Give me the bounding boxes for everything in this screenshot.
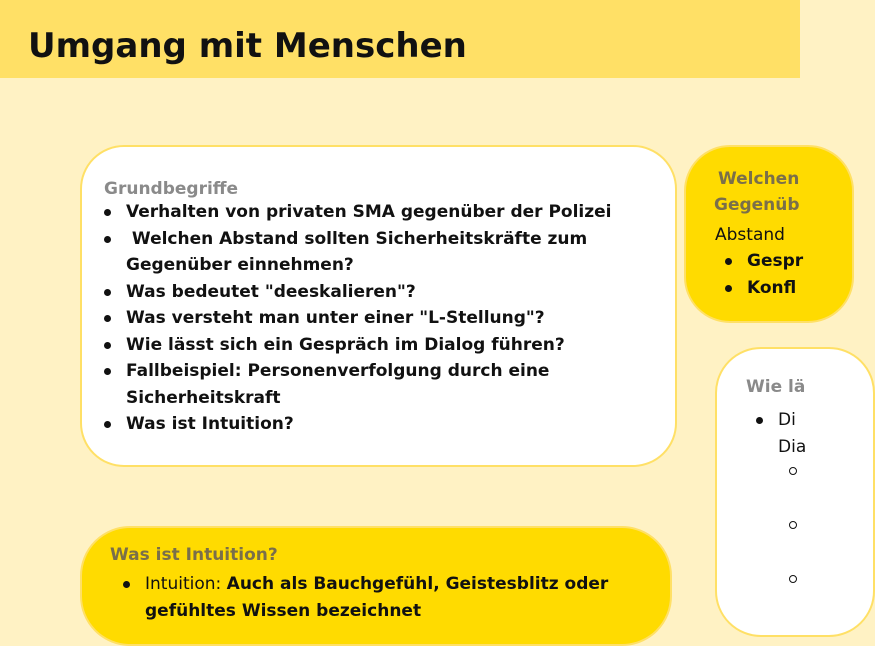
abstand-card	[684, 145, 854, 323]
sub-bullet-icon	[789, 467, 797, 475]
list-item: Wie lässt sich ein Gespräch im Dialog führen?	[101, 332, 612, 359]
bullet-icon	[104, 315, 111, 322]
abstand-heading-line2: Gegenüb	[714, 195, 800, 215]
list-item: Was versteht man unter einer "L-Stellung"?	[101, 305, 612, 332]
bullet-icon	[725, 258, 732, 265]
grundbegriffe-heading: Grundbegriffe	[104, 179, 239, 199]
sub-bullet-icon	[789, 575, 797, 583]
header-bar	[0, 0, 800, 78]
dialog-card	[715, 347, 875, 637]
grundbegriffe-card	[80, 145, 677, 467]
list-item: Gespr	[722, 248, 803, 275]
list-item: Welchen Abstand sollten Sicherheitskräfte zum	[101, 226, 612, 253]
list-item: Verhalten von privaten SMA gegenüber der Polizei	[101, 199, 612, 226]
list-item: Di	[753, 407, 806, 434]
bullet-icon	[104, 209, 111, 216]
list-item: Konfl	[722, 275, 803, 302]
bullet-icon	[104, 289, 111, 296]
sub-bullet-icon	[789, 521, 797, 529]
bullet-icon	[725, 285, 732, 292]
list-item-continuation: Sicherheitskraft	[126, 387, 281, 408]
list-item-continuation: Dia	[778, 436, 807, 457]
list-item-continuation: gefühltes Wissen bezeichnet	[145, 600, 422, 621]
list-item: Intuition: Auch als Bauchgefühl, Geistesblitz oder	[120, 571, 608, 598]
bullet-icon	[104, 236, 111, 243]
dialog-list	[753, 407, 806, 460]
bullet-icon	[123, 581, 130, 588]
page-title: Umgang mit Menschen	[28, 26, 467, 66]
grundbegriffe-list	[101, 199, 612, 438]
bullet-icon	[756, 417, 763, 424]
intuition-list	[120, 571, 608, 624]
list-item: Was bedeutet "deeskalieren"?	[101, 279, 612, 306]
intuition-heading: Was ist Intuition?	[110, 545, 278, 565]
abstand-heading-line1: Welchen	[718, 169, 800, 189]
bullet-icon	[104, 421, 111, 428]
bullet-icon	[104, 368, 111, 375]
intuition-card	[80, 526, 672, 646]
list-item: Fallbeispiel: Personenverfolgung durch eine	[101, 358, 612, 385]
dialog-heading: Wie lä	[746, 377, 806, 397]
abstand-list	[722, 248, 803, 301]
abstand-text: Abstand	[715, 225, 785, 245]
list-item: Was ist Intuition?	[101, 411, 612, 438]
list-item-continuation: Gegenüber einnehmen?	[126, 255, 354, 275]
bullet-icon	[104, 342, 111, 349]
